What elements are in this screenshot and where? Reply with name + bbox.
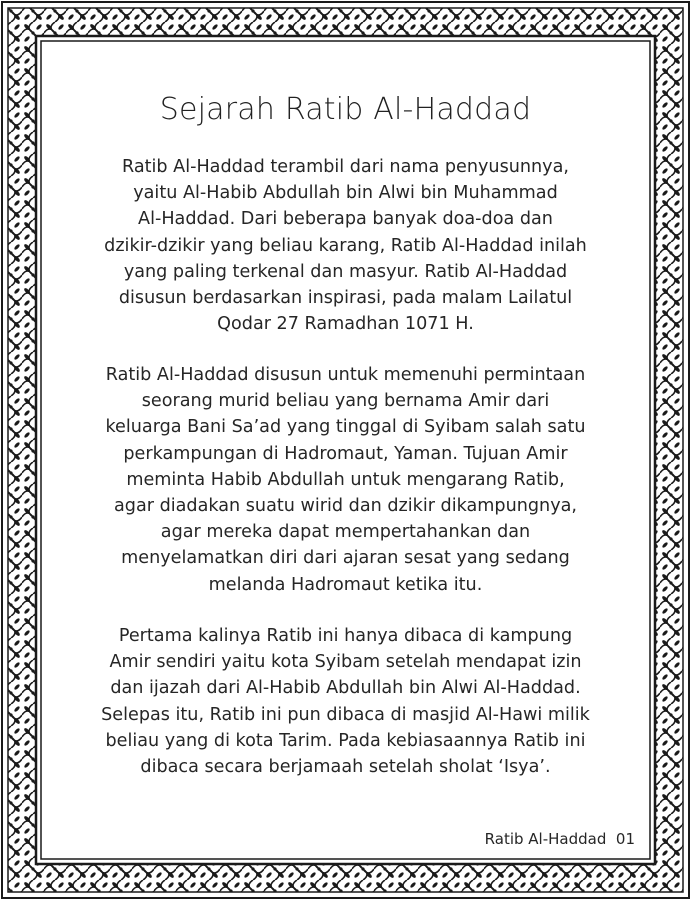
paragraph-line: Amir sendiri yaitu kota Syibam setelah mendapat izin — [109, 652, 582, 673]
paragraph-line: beliau yang di kota Tarim. Pada kebiasaannya Ratib ini — [105, 730, 586, 751]
paragraph-line: agar diadakan suatu wirid dan dzikir dikampungnya, — [114, 496, 577, 517]
paragraph-line: Qodar 27 Ramadhan 1071 H. — [217, 314, 474, 335]
paragraph-2 — [42, 362, 649, 598]
paragraph-line: melanda Hadromaut ketika itu. — [208, 574, 483, 595]
paragraph-line: seorang murid beliau yang bernama Amir dari — [141, 391, 550, 412]
paragraph-line: agar mereka dapat mempertahankan dan — [160, 522, 531, 543]
paragraph-3 — [42, 623, 649, 780]
paragraph-line: Pertama kalinya Ratib ini hanya dibaca di kampung — [118, 626, 573, 646]
content-area — [42, 42, 649, 858]
paragraph-line: disusun berdasarkan inspirasi, pada malam Lailatul — [118, 288, 573, 309]
paragraph-1 — [42, 154, 649, 337]
page-footer: Ratib Al-Haddad 01 — [484, 830, 635, 848]
paragraph-line: yaitu Al-Habib Abdullah bin Alwi bin Muhammad — [133, 183, 558, 204]
paragraph-line: dibaca secara berjamaah setelah sholat ‘Isya’. — [140, 757, 551, 778]
paragraph-line: meminta Habib Abdullah untuk mengarang Ratib, — [126, 469, 565, 490]
paragraph-line: yang paling terkenal dan masyur. Ratib Al-Haddad — [123, 261, 568, 282]
page-title: Sejarah Ratib Al-Haddad — [159, 92, 532, 127]
paragraph-line: menyelamatkan diri dari ajaran sesat yang sedang — [121, 548, 570, 569]
paragraph-line: perkampungan di Hadromaut, Yaman. Tujuan Amir — [123, 443, 568, 464]
paragraph-line: Al-Haddad. Dari beberapa banyak doa-doa dan — [138, 209, 553, 230]
paragraph-line: keluarga Bani Sa’ad yang tinggal di Syibam salah satu — [105, 417, 586, 438]
paragraph-line: Ratib Al-Haddad terambil dari nama penyusunnya, — [122, 157, 569, 177]
paragraph-line: Selepas itu, Ratib ini pun dibaca di masjid Al-Hawi milik — [101, 704, 590, 725]
paragraph-line: dan ijazah dari Al-Habib Abdullah bin Alwi Al-Haddad. — [110, 678, 581, 699]
paragraph-line: Ratib Al-Haddad disusun untuk memenuhi permintaan — [105, 365, 586, 385]
paragraph-line: dzikir-dzikir yang beliau karang, Ratib Al-Haddad inilah — [104, 235, 587, 256]
